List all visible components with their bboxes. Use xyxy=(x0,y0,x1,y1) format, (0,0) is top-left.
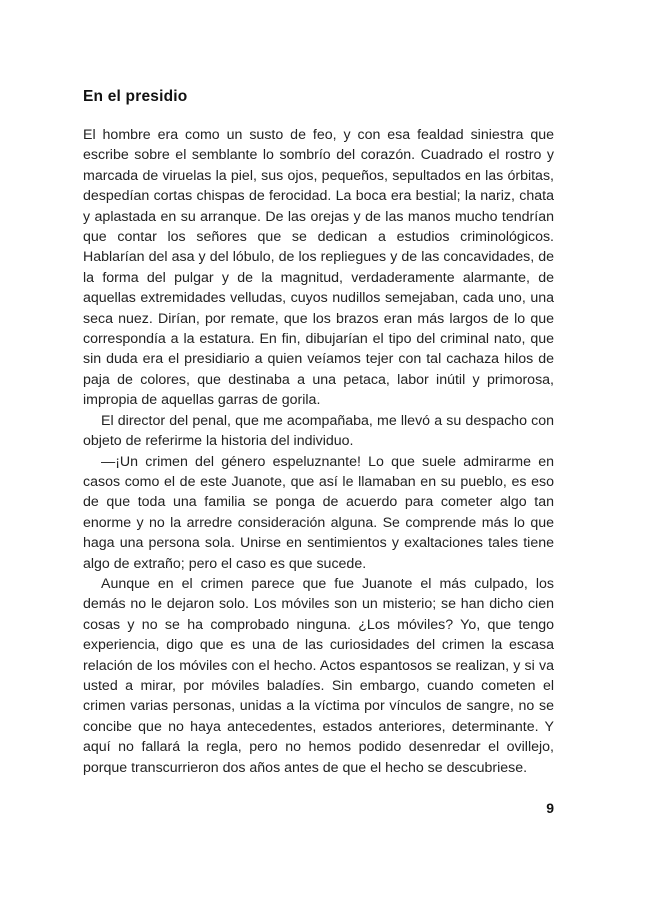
paragraph: El hombre era como un susto de feo, y con esa fealdad siniestra que escribe sobre el semblante lo sombrío del corazón. Cuadrado el rostro y marcada de viruelas la piel, sus ojos, pequeños, sepultados en las órbitas, despedían cortas chispas de ferocidad. La boca era bestial; la nariz, chata y aplastada en su arranque. De las orejas y de las manos mucho tendrían que contar los señores que se dedican a estudios criminológicos. Hablarían del asa y del lóbulo, de los repliegues y de las concavidades, de la forma del pulgar y de la magnitud, verdaderamente alarmante, de aquellas extremidades velludas, cuyos nudillos semejaban, cada uno, una seca nuez. Dirían, por remate, que los brazos eran más largos de lo que correspondía a la estatura. En fin, dibujarían el tipo del criminal nato, que sin duda era el presidiario a quien veíamos tejer con tal cachaza hilos de paja de colores, que destinaba a una petaca, labor inútil y primorosa, impropia de aquellas garras de gorila. xyxy=(83,127,554,409)
paragraph: —¡Un crimen del género espeluznante! Lo que suele admirarme en casos como el de este Juanote, que así le llamaban en su pueblo, es eso de que toda una familia se ponga de acuerdo para cometer algo tan enorme y no la arredre consideración alguna. Se comprende más lo que haga una persona sola. Unirse en sentimientos y exaltaciones tales tiene algo de extraño; pero el caso es que sucede. xyxy=(83,453,554,572)
body-text xyxy=(83,125,554,778)
paragraph: Aunque en el crimen parece que fue Juanote el más culpado, los demás no le dejaron solo. Los móviles son un misterio; se han dicho cien cosas y no se ha comprobado ninguna. ¿Los móviles? Yo, que tengo experiencia, digo que es una de las curiosidades del crimen la escasa relación de los móviles con el hecho. Actos espantosos se realizan, y si va usted a mirar, por móviles baladíes. Sin embargo, cuando cometen el crimen varias personas, unidas a la víctima por vínculos de sangre, no se concibe que no haya antecedentes, estados anteriores, determinante. Y aquí no fallará la regla, pero no hemos podido desenredar el ovillejo, porque transcurrieron dos años antes de que el hecho se descubriese. xyxy=(83,575,554,776)
page-number: 9 xyxy=(546,800,554,816)
chapter-title: En el presidio xyxy=(83,88,188,105)
paragraph: El director del penal, que me acompañaba, me llevó a su despacho con objeto de referirme la historia del individuo. xyxy=(83,412,554,450)
